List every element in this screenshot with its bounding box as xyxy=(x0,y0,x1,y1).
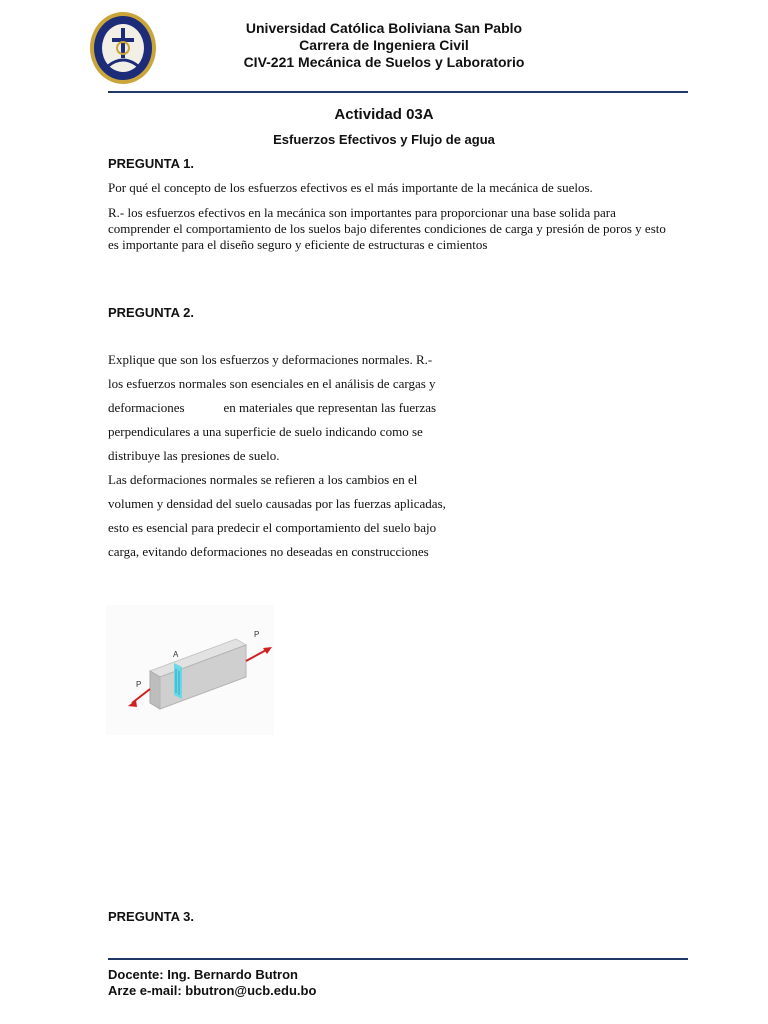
question-2-line: perpendiculares a una superficie de suelo indicando como se xyxy=(108,424,423,439)
activity-title: Actividad 03A xyxy=(334,106,434,123)
question-2-line: esto es esencial para predecir el comportamiento del suelo bajo xyxy=(108,520,437,535)
question-1-answer: R.- los esfuerzos efectivos en la mecánica son importantes para proporcionar una base solida para comprender el comportamiento de los suelos bajo diferentes condiciones de carga y presión de poros y esto es importante para el diseño seguro y eficiente de estructuras e cimientos xyxy=(108,205,666,252)
question-2-line: deformaciones en materiales que representan las fuerzas xyxy=(108,400,437,415)
axial-load-figure xyxy=(106,605,274,735)
course-name: CIV-221 Mecánica de Suelos y Laboratorio xyxy=(243,54,525,70)
question-2-heading: PREGUNTA 2. xyxy=(108,305,194,320)
question-2-line: los esfuerzos normales son esenciales en el análisis de cargas y xyxy=(108,376,436,391)
section-label-a: A xyxy=(173,650,179,659)
question-2-line: volumen y densidad del suelo causadas por las fuerzas aplicadas, xyxy=(108,496,446,511)
force-label-left: P xyxy=(136,680,142,689)
question-1-text: Por qué el concepto de los esfuerzos efectivos es el más importante de la mecánica de suelos. xyxy=(108,180,593,195)
force-label-right: P xyxy=(254,630,260,639)
question-2-line: Las deformaciones normales se refieren a los cambios en el xyxy=(108,472,418,487)
program-name: Carrera de Ingeniera Civil xyxy=(299,37,469,53)
question-2-line: carga, evitando deformaciones no deseadas en construcciones xyxy=(108,544,429,559)
header-divider xyxy=(108,91,688,93)
question-3-heading: PREGUNTA 3. xyxy=(108,909,194,924)
activity-subtitle: Esfuerzos Efectivos y Flujo de agua xyxy=(273,132,495,147)
question-2-line: distribuye las presiones de suelo. xyxy=(108,448,280,463)
university-seal-logo xyxy=(88,10,158,86)
question-1-heading: PREGUNTA 1. xyxy=(108,156,194,171)
university-name: Universidad Católica Boliviana San Pablo xyxy=(245,20,523,36)
question-2-body xyxy=(108,348,478,564)
teacher-email: Arze e-mail: bbutron@ucb.edu.bo xyxy=(108,983,317,998)
question-2-line: Explique que son los esfuerzos y deformaciones normales. R.- xyxy=(108,352,433,367)
footer-divider xyxy=(108,958,688,960)
teacher-name: Docente: Ing. Bernardo Butron xyxy=(108,967,298,982)
